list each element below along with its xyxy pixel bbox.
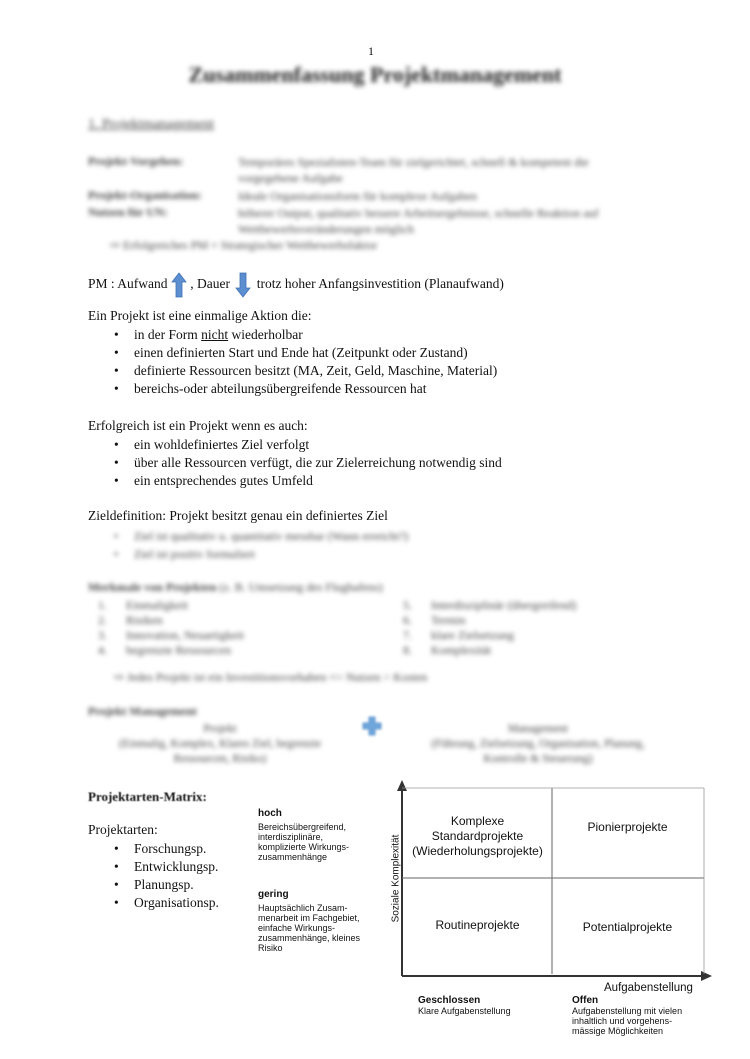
cell-pionierprojekte: Pionierprojekte [587,820,668,834]
definition-text: höherer Output, qualitativ bessere Arbeitsergebnisse, schnelle Reaktion auf Wettbewerbsveränderungen möglich [238,206,599,236]
erfolgreich-list [88,436,502,490]
y-axis-label: Soziale Komplexität [390,834,402,923]
erfolgreich-intro: Erfolgreich ist ein Projekt wenn es auch: [88,418,308,433]
list-item: 7. klare Zielsetzung [403,628,514,642]
list-item: 1. Einmaligkeit [98,598,188,612]
pm-line [88,272,504,298]
list-item: • definierte Ressourcen besitzt (MA, Zeit, Geld, Maschine, Material) [88,362,497,380]
list-item: • in der Form nicht wiederholbar [88,326,497,344]
list-item: • Entwicklungsp. [88,858,219,876]
document-title: Zusammenfassung Projektmanagement [188,62,562,87]
list-item: • Ziel ist positiv formuliert [88,545,408,563]
list-item: • einen definierten Start und Ende hat (Zeitpunkt oder Zustand) [88,344,497,362]
section-heading: 1. Projektmanagement [88,117,214,132]
offen-annotation: Offen Aufgabenstellung mit vielen inhaltlich und vorgehens- mässige Möglichkeiten [572,995,683,1036]
definition-term: Projekt-Organisation: [88,188,202,202]
zieldefinition-intro: Zieldefinition: Projekt besitzt genau ein definiertes Ziel [88,508,388,523]
list-item: • über alle Ressourcen verfügt, die zur Zielerreichung notwendig sind [88,454,502,472]
list-item: 8. Komplexität [403,643,491,657]
cell-komplexe-standardprojekte: Komplexe Standardprojekte (Wiederholungsprojekte) [412,814,543,858]
list-item: 3. Innovation, Neuartigkeit [98,628,244,642]
gering-annotation: gering Hauptsächlich Zusam- menarbeit im Fachgebiet, einfache Wirkungs- zusammenhänge, kleines Risiko [258,889,361,953]
list-item: 5. Interdisziplinär (übergreifend) [403,598,577,612]
projektarten-intro: Projektarten: [88,822,158,837]
einmalig-intro: Ein Projekt ist eine einmalige Aktion die: [88,308,312,323]
list-item: • Planungsp. [88,876,219,894]
list-item: • Forschungsp. [88,840,219,858]
page-number: 1 [368,44,374,58]
arrow-up-icon [171,272,187,298]
pm-middle: , Dauer [190,276,230,292]
pm-prefix: PM : Aufwand [88,276,168,292]
plus-icon [362,716,382,736]
pm-def-heading: Projekt Management [88,704,197,718]
matrix-heading: Projektarten-Matrix: [88,789,207,804]
cell-routineprojekte: Routineprojekte [435,918,520,932]
list-item: 6. Termin [403,613,466,627]
projektarten-list [88,840,219,912]
definition-term: Nutzen für UN: [88,205,168,219]
arrow-down-icon [235,272,251,298]
hoch-annotation: hoch Bereichsübergreifend, interdisziplinäre, komplizierte Wirkungs- zusammenhänge [258,808,350,862]
list-item: • Ziel ist qualitativ u. quantitativ messbar (Wann erreicht?) [88,527,408,545]
list-item: 4. begrenzte Ressourcen [98,643,231,657]
list-item: • ein wohldefiniertes Ziel verfolgt [88,436,502,454]
list-item: • ein entsprechendes gutes Umfeld [88,472,502,490]
definition-vorgehen [88,154,608,186]
geschlossen-annotation: Geschlossen Klare Aufgabenstellung [418,995,511,1016]
pm-suffix: trotz hoher Anfangsinvestition (Planaufwand) [256,276,504,292]
merkmale-conclusion: ⇨ Jedes Projekt ist ein Investitionsvorhaben => Nutzen > Kosten [114,670,428,684]
definition-text: Temporäres Spezialisten-Team für zielgerichtet, schnell & kompetent die vorgegebene Aufgabe [238,155,589,185]
list-item: 2. Risiken [98,613,163,627]
definition-nutzen [88,205,608,237]
definition-term: Projekt-Vorgehen: [88,154,184,168]
merkmale-columns [88,598,648,668]
merkmale-heading: Merkmale von Projekten (z. B. Umsetzung des Flughafens) [88,580,383,594]
list-item: • Organisationsp. [88,894,219,912]
list-item: • bereichs-oder abteilungsübergreifende Ressourcen hat [88,380,497,398]
projektarten-matrix [378,778,718,990]
pm-def-management: Management (Führung, Zielsetzung, Organisation, Planung, Kontrolle & Steuerung) [431,723,645,765]
definition-text: Ideale Organisationsform für komplexe Aufgaben [238,189,478,203]
einmalig-list [88,326,497,398]
zieldefinition-list [88,527,408,563]
pm-def-projekt: Projekt (Einmalig, Komplex, Klares Ziel, begrenzte Ressourcen, Risiko) [118,723,322,765]
x-axis-label: Aufgabenstellung [604,982,693,994]
cell-potentialprojekte: Potentialprojekte [582,920,673,934]
erfolg-conclusion: ⇨ Erfolgreiches PM = Strategischer Wettbewerbsfaktor [110,238,378,252]
definition-organisation [88,188,608,204]
